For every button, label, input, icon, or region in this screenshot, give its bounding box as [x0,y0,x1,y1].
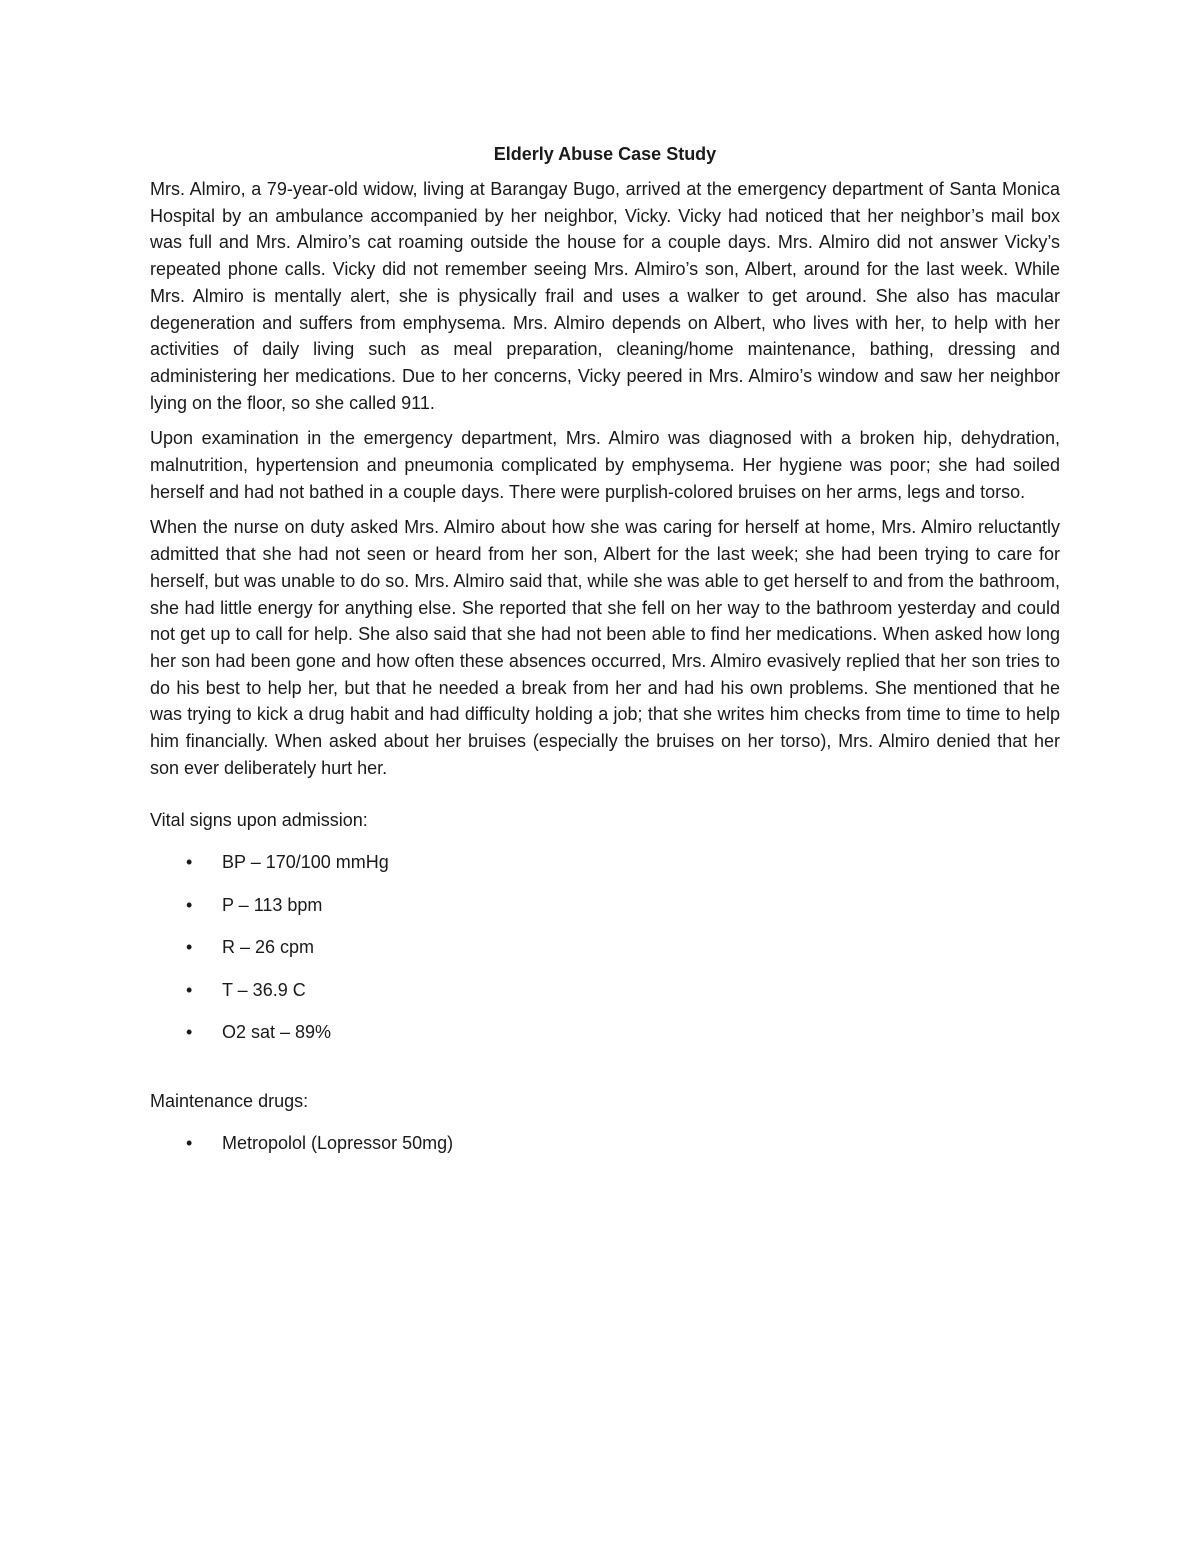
list-item [150,1130,1060,1156]
paragraph-interview: When the nurse on duty asked Mrs. Almiro about how she was caring for herself at home, Mrs. Almiro reluctantly admitted that she had not seen or heard from her son, Albert for the last week; she had been trying to care for herself, but was unable to do so. Mrs. Almiro said that, while she was able to get herself to and from the bathroom, she had little energy for anything else. She reported that she fell on her way to the bathroom yesterday and could not get up to call for help. She also said that she had not been able to find her medications. When asked how long her son had been gone and how often these absences occurred, Mrs. Almiro evasively replied that her son tries to do his best to help her, but that he needed a break from her and had his own problems. She mentioned that he was trying to kick a drug habit and had difficulty holding a job; that she writes him checks from time to time to help him financially. When asked about her bruises (especially the bruises on her torso), Mrs. Almiro denied that her son ever deliberately hurt her. [150,517,1060,778]
paragraph-examination: Upon examination in the emergency department, Mrs. Almiro was diagnosed with a broken hip, dehydration, malnutrition, hypertension and pneumonia complicated by emphysema. Her hygiene was poor; she had soiled herself and had not bathed in a couple days. There were purplish-colored bruises on her arms, legs and torso. [150,428,1060,502]
bullet-icon: • [186,1132,193,1153]
vital-temperature: T – 36.9 C [222,979,306,1000]
vital-signs-list [150,849,1060,1045]
document-title: Elderly Abuse Case Study [493,144,717,164]
vital-respiration: R – 26 cpm [222,937,315,958]
maintenance-drugs-list [150,1130,1060,1156]
vital-o2-sat: O2 sat – 89% [222,1022,332,1043]
vital-pulse: P – 113 bpm [222,894,323,915]
list-item [150,849,1060,875]
list-item [150,977,1060,1003]
list-item [150,892,1060,918]
maintenance-drugs-label: Maintenance drugs: [150,1090,309,1111]
list-item [150,934,1060,960]
paragraph-background: Mrs. Almiro, a 79-year-old widow, living at Barangay Bugo, arrived at the emergency department of Santa Monica Hospital by an ambulance accompanied by her neighbor, Vicky. Vicky had noticed that her neighbor’s mail box was full and Mrs. Almiro’s cat roaming outside the house for a couple days. Mrs. Almiro did not answer Vicky’s repeated phone calls. Vicky did not remember seeing Mrs. Almiro’s son, Albert, around for the last week. While Mrs. Almiro is mentally alert, she is physically frail and uses a walker to get around. She also has macular degeneration and suffers from emphysema. Mrs. Almiro depends on Albert, who lives with her, to help with her activities of daily living such as meal preparation, cleaning/home maintenance, bathing, dressing and administering her medications. Due to her concerns, Vicky peered in Mrs. Almiro’s window and saw her neighbor lying on the floor, so she called 911. [150,179,1060,413]
document-page [150,141,1060,1172]
bullet-icon: • [186,979,193,1000]
list-item [150,1019,1060,1045]
vital-bp: BP – 170/100 mmHg [222,852,389,873]
bullet-icon: • [186,852,193,873]
bullet-icon: • [186,1022,193,1043]
bullet-icon: • [186,937,193,958]
bullet-icon: • [186,894,193,915]
drug-metropolol: Metropolol (Lopressor 50mg) [222,1132,454,1153]
vital-signs-label: Vital signs upon admission: [150,810,368,831]
